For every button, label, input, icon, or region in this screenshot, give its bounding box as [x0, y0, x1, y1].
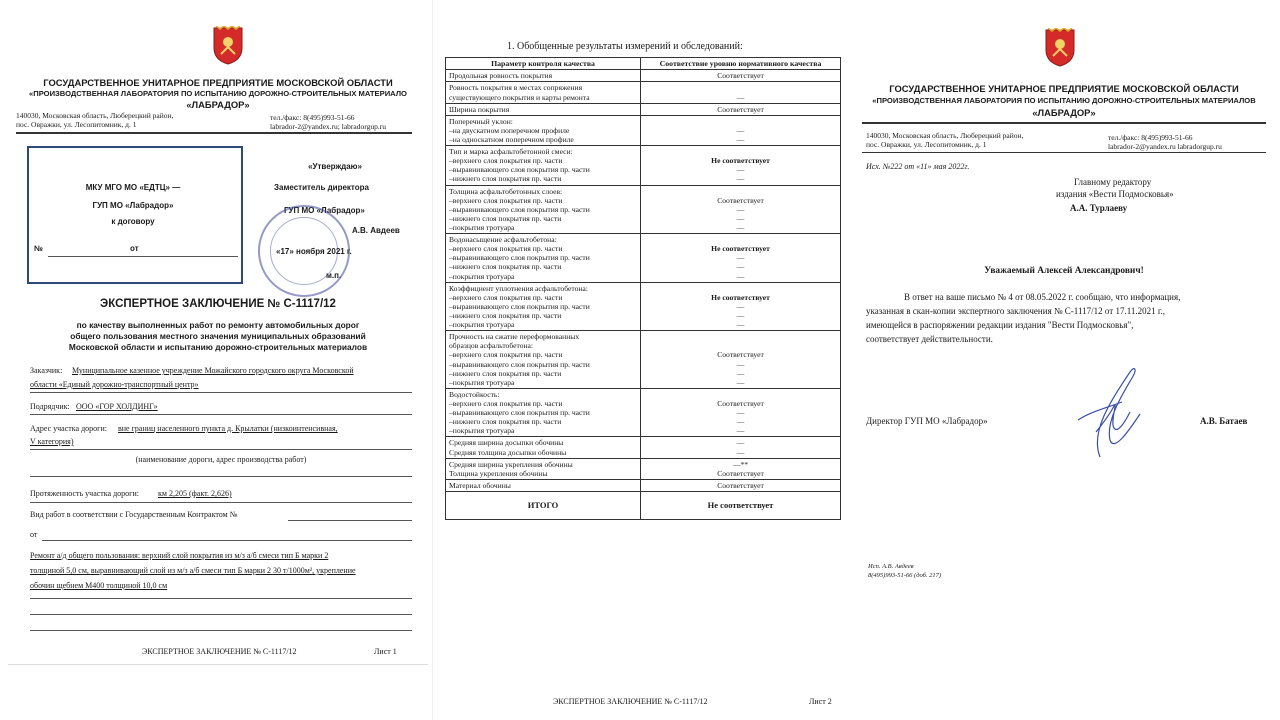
addressee-line3: А.А. Турлаеву [1070, 203, 1128, 213]
greeting: Уважаемый Алексей Александрович! [984, 266, 1144, 276]
response-letter [852, 0, 1280, 720]
conformity-value: Не соответствует [711, 292, 770, 302]
conformity-value: Соответствует [717, 195, 764, 205]
conformity-value [644, 147, 837, 156]
param-line: –выравнивающего слоя покрытия пр. части [449, 408, 590, 418]
param-line: –верхнего слоя покрытия пр. части [449, 195, 563, 205]
contractor-underline [30, 414, 412, 415]
table-row [446, 115, 841, 145]
table-row [446, 388, 841, 437]
org-address-line2: пос. Овражки, ул. Лесопитомник, д. 1 [866, 140, 987, 149]
conformity-value: —** [732, 459, 749, 469]
conformity-value: — [736, 368, 745, 378]
param-cell [446, 458, 641, 479]
results-table-header [446, 58, 841, 70]
contract-box-line1: МКУ МГО МО «ЕДТЦ» — [85, 183, 181, 192]
conformity-value: — [736, 213, 745, 223]
blank-line-3 [30, 630, 412, 631]
repair-line1: Ремонт а/д общего пользования: верхний слой покрытия из м/з а/б смеси тип Б марки 2 [30, 551, 329, 560]
conformity-cell [641, 115, 841, 145]
header-divider [16, 132, 412, 134]
page-bottom-edge [8, 664, 428, 665]
signatory-name: А.В. Батаев [1200, 416, 1248, 426]
param-line: –нижнего слоя покрытия пр. части [449, 368, 562, 378]
col-param-header: Параметр контроля качества [446, 58, 641, 70]
conformity-value [644, 284, 837, 293]
table-row [446, 458, 841, 479]
letter-body-line4: соответствует действительности. [866, 334, 993, 344]
header-divider [862, 122, 1266, 124]
table-row [446, 437, 841, 458]
param-cell [446, 282, 641, 331]
conformity-value: Не соответствует [711, 244, 770, 254]
param-cell [446, 115, 641, 145]
conclusion-subtitle2: общего пользования местного значения муниципальных образований [70, 331, 366, 341]
footer-title: ЭКСПЕРТНОЕ ЗАКЛЮЧЕНИЕ № С-1117/12 [142, 647, 297, 656]
address-label: Адрес участка дороги: [30, 424, 107, 433]
conformity-value: Соответствует [717, 480, 764, 490]
param-line: Средняя толщина досыпки обочины [449, 447, 567, 457]
total-label: ИТОГО [446, 491, 641, 519]
org-email: labrador-2@yandex.ru labradorgup.ru [1108, 142, 1222, 151]
param-cell [446, 437, 641, 458]
conformity-value [644, 341, 837, 350]
conformity-value: — [736, 408, 745, 418]
param-line: –покрытия тротуара [449, 271, 515, 281]
conformity-value [644, 117, 837, 126]
conformity-value: — [736, 310, 745, 320]
blank-line-2 [30, 614, 412, 615]
param-line: –верхнего слоя покрытия пр. части [449, 350, 563, 360]
org-name-line3: «ЛАБРАДОР» [1032, 107, 1096, 118]
footer-sheet: Лист 1 [374, 647, 397, 656]
org-address-line2: пос. Овражки, ул. Лесопитомник, д. 1 [16, 120, 137, 129]
conformity-cell [641, 331, 841, 389]
conformity-cell [641, 282, 841, 331]
param-line: Средняя ширина досыпки обочины [449, 438, 564, 448]
footer-title: ЭКСПЕРТНОЕ ЗАКЛЮЧЕНИЕ № С-1117/12 [553, 697, 708, 706]
conformity-value: Соответствует [717, 398, 764, 408]
approve-mp: м.п. [326, 271, 342, 280]
param-line: –нижнего слоя покрытия пр. части [449, 213, 562, 223]
approve-name: А.В. Авдеев [352, 226, 400, 235]
conformity-value: — [736, 262, 745, 272]
customer-value2: области «Единый дорожно-транспортный центр» [30, 380, 199, 389]
moscow-oblast-crest-icon [212, 26, 244, 66]
round-seal-stamp [258, 205, 350, 297]
param-cell [446, 146, 641, 185]
param-cell [446, 185, 641, 234]
conformity-value: Соответствует [717, 71, 764, 81]
customer-value1: Муниципальное казенное учреждение Можайского городского округа Московской [72, 366, 354, 375]
table-row [446, 185, 841, 234]
conclusion-subtitle3: Московской области и испытанию дорожно-строительных материалов [68, 342, 368, 352]
address-value1: вне границ населенного пункта д. Крылатки (низкоинтенсивная, [118, 424, 338, 433]
param-line: Водостойкость: [449, 389, 500, 399]
table-row [446, 331, 841, 389]
param-line: –выравнивающего слоя покрытия пр. части [449, 253, 590, 263]
param-line: –верхнего слоя покрытия пр. части [449, 244, 563, 254]
conformity-cell [641, 185, 841, 234]
param-line: –выравнивающего слоя покрытия пр. части [449, 204, 590, 214]
length-underline [30, 502, 412, 503]
table-row [446, 146, 841, 185]
contractor-label: Подрядчик: [30, 402, 70, 411]
param-line: –покрытия тротуара [449, 320, 515, 330]
param-line: Тип и марка асфальтобетонной смеси: [449, 147, 573, 157]
param-cell [446, 103, 641, 115]
conformity-value: — [736, 135, 745, 144]
conformity-value: — [736, 377, 745, 387]
param-line: –верхнего слоя покрытия пр. части [449, 292, 563, 302]
conformity-value [644, 390, 837, 399]
conformity-value: — [736, 174, 745, 184]
handwritten-signature [1070, 362, 1150, 462]
param-line: Материал обочины [449, 480, 511, 490]
works-from: от [30, 530, 38, 539]
param-line: –покрытия тротуара [449, 222, 515, 232]
works-contract-underline [288, 520, 412, 521]
length-label: Протяженность участка дороги: [30, 489, 139, 498]
contractor-value: ООО «ГОР ХОЛДИНГ» [76, 402, 158, 411]
address-divider [862, 152, 1266, 153]
col-conformity-header: Соответствие уровню нормативного качества [641, 58, 841, 70]
repair-line2: толщиной 5,0 см, выравнивающий слой из м/з а/б смеси тип Б марки 2 30 т/1000м², укрепление [30, 566, 356, 575]
param-line: –покрытия тротуара [449, 426, 515, 436]
conformity-cell [641, 103, 841, 115]
footer-sheet: Лист 2 [809, 697, 832, 706]
param-cell [446, 479, 641, 491]
conformity-cell [641, 388, 841, 437]
param-line: –верхнего слоя покрытия пр. части [449, 398, 563, 408]
letter-body-line1: В ответ на ваше письмо № 4 от 08.05.2022 г. сообщаю, что информация, [904, 292, 1181, 302]
total-row [446, 491, 841, 519]
org-phone: тел./факс: 8(495)993-51-66 [270, 113, 355, 122]
table-row [446, 82, 841, 103]
param-line: Коэффициент уплотнения асфальтобетона: [449, 283, 588, 293]
expert-conclusion-sheet-2 [432, 0, 846, 720]
contract-box-underline [48, 256, 238, 257]
conformity-value: — [736, 125, 745, 135]
table-row [446, 479, 841, 491]
conformity-value: — [736, 301, 745, 311]
org-name-line2: «ПРОИЗВОДСТВЕННАЯ ЛАБОРАТОРИЯ ПО ИСПЫТАНИЮ ДОРОЖНО-СТРОИТЕЛЬНЫХ МАТЕРИАЛО [29, 89, 407, 98]
param-line: –выравнивающего слоя покрытия пр. части [449, 301, 590, 311]
works-label: Вид работ в соответствии с Государственным Контрактом № [30, 510, 238, 519]
param-line: –на двускатном поперечном профиле [449, 125, 570, 135]
blank-line-1 [30, 598, 412, 599]
conformity-value: — [736, 253, 745, 263]
conformity-value: — [736, 165, 745, 175]
approve-position2: ГУП МО «Лабрадор» [284, 206, 365, 215]
org-name-line1: ГОСУДАРСТВЕННОЕ УНИТАРНОЕ ПРЕДПРИЯТИЕ МОСКОВСКОЙ ОБЛАСТИ [43, 77, 393, 88]
param-line: –выравнивающего слоя покрытия пр. части [449, 359, 590, 369]
approve-date: «17» ноября 2021 г. [276, 247, 352, 256]
conformity-cell [641, 458, 841, 479]
conformity-value: — [736, 417, 745, 427]
param-line: Средняя ширина укрепления обочины [449, 459, 573, 469]
conformity-value: — [736, 222, 745, 232]
conformity-value: — [736, 359, 745, 369]
conformity-value [644, 332, 837, 341]
conformity-value: — [736, 438, 745, 448]
approve-title: «Утверждаю» [308, 162, 362, 171]
contract-box [27, 146, 243, 284]
param-line: –на односкатном поперечном профиле [449, 135, 574, 144]
param-line: Водонасыщение асфальтобетона: [449, 235, 557, 245]
address-note: (наименование дороги, адрес производства работ) [135, 455, 307, 464]
length-value: км 2,205 (факт. 2,626) [158, 489, 232, 498]
conformity-value: Соответствует [717, 350, 764, 360]
param-cell [446, 331, 641, 389]
moscow-oblast-crest-icon [1044, 28, 1076, 68]
param-line: Толщина укрепления обочины [449, 468, 548, 478]
table-row [446, 103, 841, 115]
org-name-line1: ГОСУДАРСТВЕННОЕ УНИТАРНОЕ ПРЕДПРИЯТИЕ МОСКОВСКОЙ ОБЛАСТИ [889, 83, 1239, 94]
param-line: –выравнивающего слоя покрытия пр. части [449, 165, 590, 175]
contract-box-line2: ГУП МО «Лабрадор» [92, 201, 174, 210]
param-cell [446, 388, 641, 437]
customer-underline [30, 392, 412, 393]
executor-name: Исп. А.В. Авдеев [868, 563, 914, 570]
conformity-cell [641, 146, 841, 185]
customer-label: Заказчик: [30, 366, 63, 375]
addressee-line2: издания «Вести Подмосковья» [1056, 189, 1174, 199]
works-from-underline [42, 540, 412, 541]
letter-body-line3: имеющейся в распоряжении редакции издания "Вести Подмосковья", [866, 320, 1134, 330]
conformity-value: — [736, 92, 745, 102]
addressee-line1: Главному редактору [1074, 177, 1152, 187]
param-line: Ширина покрытия [449, 104, 510, 114]
executor-phone: 8(495)993-51-66 (доб. 217) [868, 572, 942, 579]
param-line: –нижнего слоя покрытия пр. части [449, 310, 562, 320]
param-line: Поперечный уклон: [449, 116, 513, 126]
conformity-value: — [736, 204, 745, 214]
conformity-value: Не соответствует [711, 156, 770, 166]
conformity-cell [641, 234, 841, 283]
param-line: существующего покрытия и карты ремонта [449, 92, 590, 102]
param-line: образцов асфальтобетона: [449, 341, 534, 351]
conformity-value [644, 235, 837, 244]
param-line: –верхнего слоя покрытия пр. части [449, 156, 563, 166]
contract-box-no: № [34, 244, 43, 253]
param-line: Продольная ровность покрытия [449, 71, 553, 81]
conformity-value: Соответствует [717, 468, 764, 478]
org-name-line3: «ЛАБРАДОР» [186, 99, 250, 110]
results-table [445, 57, 841, 520]
table-row [446, 282, 841, 331]
conclusion-subtitle1: по качеству выполненных работ по ремонту автомобильных дорог [76, 320, 360, 330]
contract-box-from: от [130, 244, 139, 253]
org-address-line1: 140030, Московская область, Люберецкий район, [16, 111, 174, 120]
address-value2: V категория) [30, 437, 74, 446]
conclusion-title: ЭКСПЕРТНОЕ ЗАКЛЮЧЕНИЕ № С-1117/12 [100, 298, 336, 310]
param-cell [446, 70, 641, 82]
table-row [446, 70, 841, 82]
contract-box-line3: к договору [111, 217, 155, 226]
conformity-cell [641, 70, 841, 82]
param-line: Толщина асфальтобетонных слоев: [449, 186, 563, 196]
param-cell [446, 82, 641, 103]
address-underline-2 [30, 476, 412, 477]
conformity-value: — [736, 271, 745, 281]
param-line: –нижнего слоя покрытия пр. части [449, 174, 562, 184]
conformity-value: — [736, 320, 745, 330]
param-line: Ровность покрытия в местах сопряжения [449, 83, 583, 93]
signatory-position: Директор ГУП МО «Лабрадор» [866, 416, 988, 426]
conformity-cell [641, 479, 841, 491]
conformity-value: — [736, 447, 745, 457]
org-address-line1: 140030, Московская область, Люберецкий район, [866, 131, 1024, 140]
org-email: labrador-2@yandex.ru; labradorgup.ru [270, 122, 386, 131]
results-heading: 1. Обобщенные результаты измерений и обследований: [507, 41, 743, 52]
repair-line3: обочин щебнем М400 толщиной 10,0 см [30, 581, 168, 590]
param-line: –покрытия тротуара [449, 377, 515, 387]
conformity-value: Соответствует [717, 104, 764, 114]
param-line: –нижнего слоя покрытия пр. части [449, 262, 562, 272]
conformity-cell [641, 437, 841, 458]
param-cell [446, 234, 641, 283]
approve-position1: Заместитель директора [274, 183, 369, 192]
letter-body-line2: указанная в скан-копии экспертного заключения № С-1117/12 от 17.11.2021 г., [866, 306, 1166, 316]
param-line: Прочность на сжатие переформованных [449, 332, 580, 342]
outgoing-ref: Исх. №222 от «11» мая 2022г. [866, 162, 970, 171]
conformity-value [644, 83, 837, 92]
org-name-line2: «ПРОИЗВОДСТВЕННАЯ ЛАБОРАТОРИЯ ПО ИСПЫТАНИЮ ДОРОЖНО-СТРОИТЕЛЬНЫХ МАТЕРИАЛОВ [872, 96, 1256, 105]
param-line: –нижнего слоя покрытия пр. части [449, 417, 562, 427]
table-row [446, 234, 841, 283]
total-value: Не соответствует [641, 491, 841, 519]
conformity-value [644, 187, 837, 196]
org-phone: тел./факс: 8(495)993-51-66 [1108, 133, 1193, 142]
conformity-cell [641, 82, 841, 103]
expert-conclusion-sheet-1 [8, 0, 428, 720]
address-underline [30, 449, 412, 450]
conformity-value: — [736, 426, 745, 436]
